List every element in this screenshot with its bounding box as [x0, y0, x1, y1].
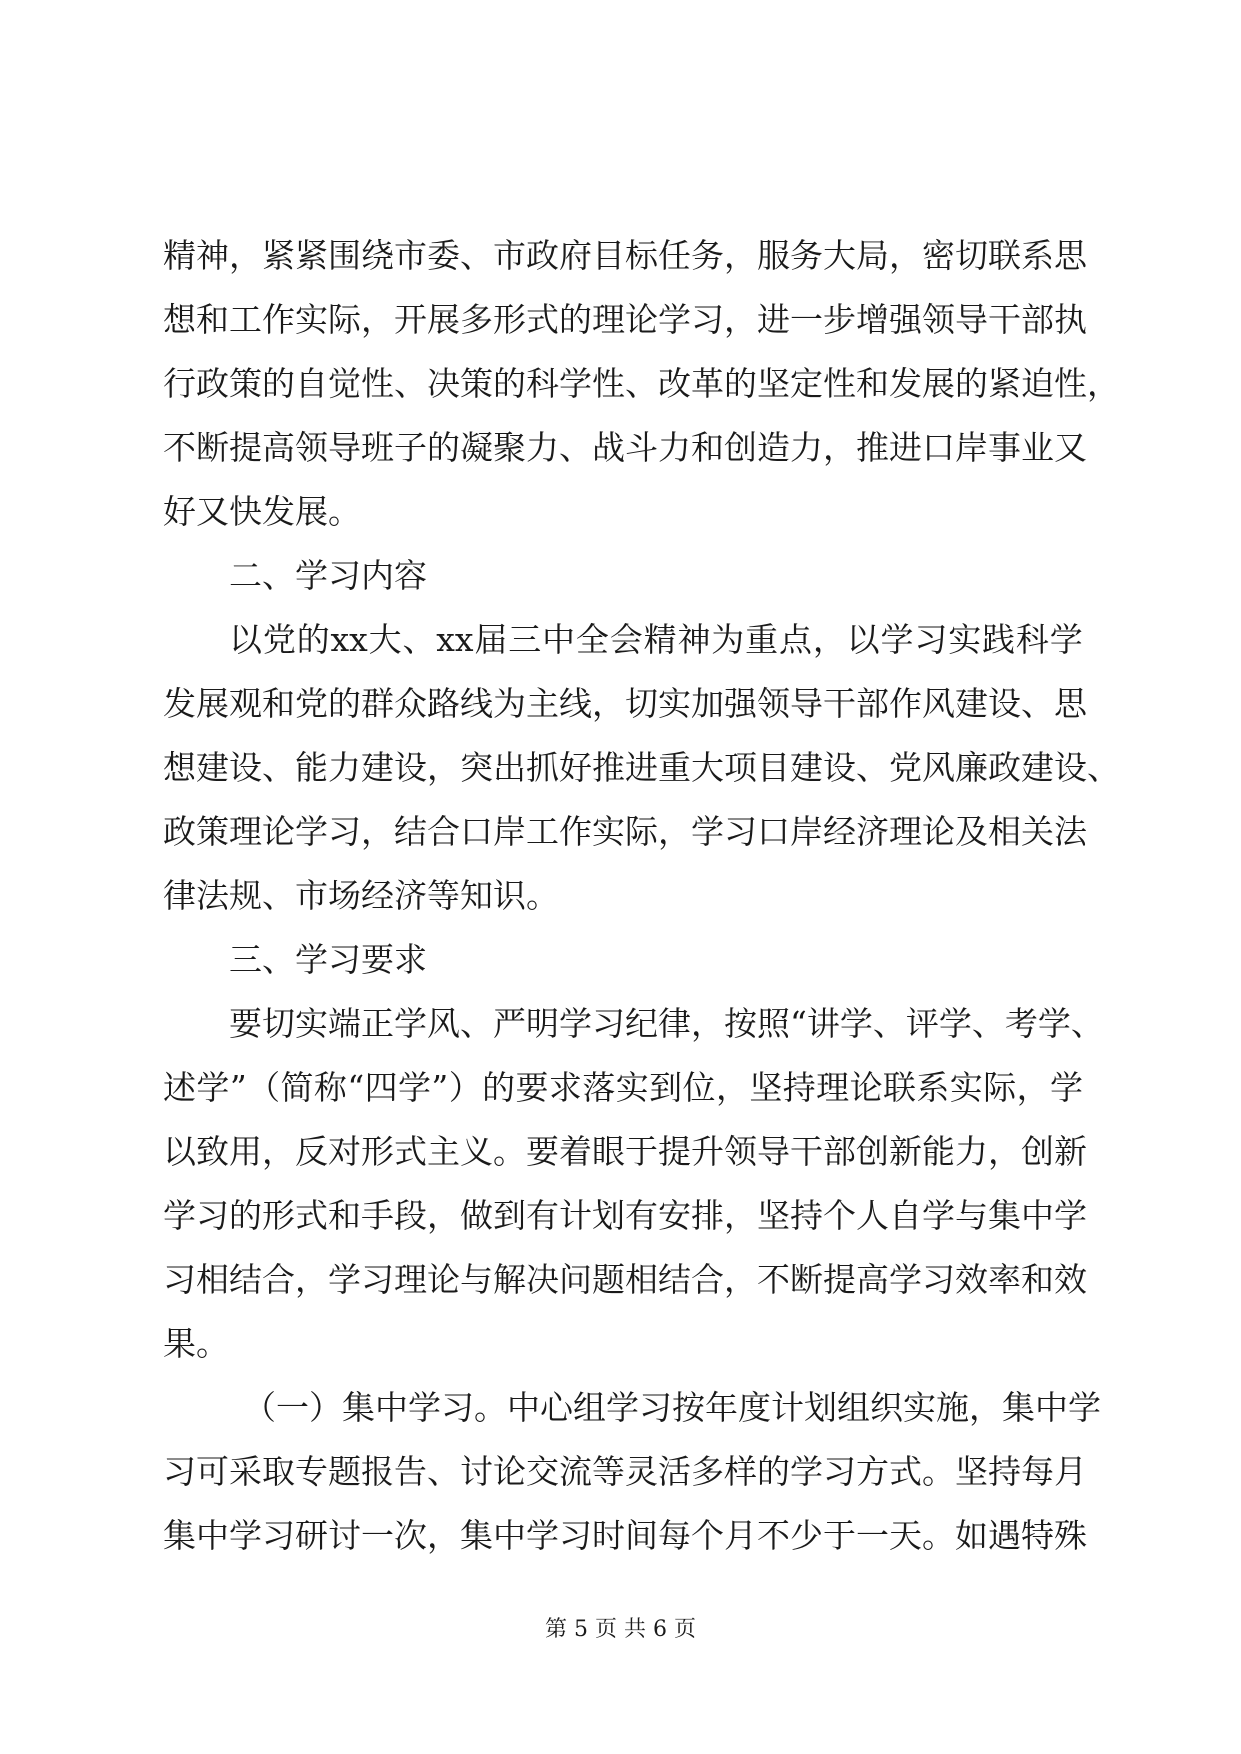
paragraph-line: 律法规、市场经济等知识。 [163, 876, 559, 915]
paragraph-line: 好又快发展。 [163, 492, 361, 531]
section-heading-requirements: 三、学习要求 [229, 940, 427, 979]
paragraph-line: 习 相 结 合 ， 学 习 理 论 与 解 决 问 题 相 结 合 ， 不 断 提 高 学 习 效 率 和 效 [163, 1260, 1087, 1299]
paragraph-line: 以 党 的 xx 大 、 xx 届 三 中 全 会 精 神 为 重 点 ， 以 学 习 实 践 科 学 [229, 620, 1083, 659]
paragraph-line: 精 神 ， 紧 紧 围 绕 市 委 、 市 政 府 目 标 任 务 ， 服 务 大 局 ， 密 切 联 系 思 [163, 236, 1087, 275]
section-heading-content: 二、学习内容 [229, 556, 427, 595]
paragraph-line: 不 断 提 高 领 导 班 子 的 凝 聚 力 、 战 斗 力 和 创 造 力 ， 推 进 口 岸 事 业 又 [163, 428, 1087, 467]
paragraph-line: 以 致 用 ， 反 对 形 式 主 义 。 要 着 眼 于 提 升 领 导 干 部 创 新 能 力 ， 创 新 [163, 1132, 1087, 1171]
paragraph-line: 政 策 理 论 学 习 ， 结 合 口 岸 工 作 实 际 ， 学 习 口 岸 经 济 理 论 及 相 关 法 [163, 812, 1087, 851]
paragraph-line: 想 和 工 作 实 际 ， 开 展 多 形 式 的 理 论 学 习 ， 进 一 步 增 强 领 导 干 部 执 [163, 300, 1087, 339]
paragraph-line: 习 可 采 取 专 题 报 告 、 讨 论 交 流 等 灵 活 多 样 的 学 习 方 式 。 坚 持 每 月 [163, 1452, 1087, 1491]
document-body [163, 224, 1120, 1568]
paragraph-line: 行 政 策 的 自 觉 性 、 决 策 的 科 学 性 、 改 革 的 坚 定 性 和 发 展 的 紧 迫 性 ， [163, 364, 1120, 403]
paragraph-line: 集 中 学 习 研 讨 一 次 ， 集 中 学 习 时 间 每 个 月 不 少 于 一 天 。 如 遇 特 殊 [163, 1516, 1087, 1555]
paragraph-line: 想 建 设 、 能 力 建 设 ， 突 出 抓 好 推 进 重 大 项 目 建 设 、 党 风 廉 政 建 设 、 [163, 748, 1120, 787]
paragraph-line: 果。 [163, 1324, 229, 1363]
paragraph-line: 要 切 实 端 正 学 风 、 严 明 学 习 纪 律 ， 按 照 “ 讲 学 、 评 学 、 考 学 、 [229, 1004, 1104, 1043]
paragraph-line: 学 习 的 形 式 和 手 段 ， 做 到 有 计 划 有 安 排 ， 坚 持 个 人 自 学 与 集 中 学 [163, 1196, 1087, 1235]
paragraph-line: 述 学 ” （ 简 称 “ 四 学 ” ） 的 要 求 落 实 到 位 ， 坚 持 理 论 联 系 实 际 ， 学 [163, 1068, 1083, 1107]
page-number-footer: 第 5 页 共 6 页 [545, 1617, 696, 1642]
paragraph-line: 发 展 观 和 党 的 群 众 路 线 为 主 线 ， 切 实 加 强 领 导 干 部 作 风 建 设 、 思 [163, 684, 1087, 723]
paragraph-line: （ 一 ） 集 中 学 习 。 中 心 组 学 习 按 年 度 计 划 组 织 实 施 ， 集 中 学 [243, 1388, 1101, 1427]
